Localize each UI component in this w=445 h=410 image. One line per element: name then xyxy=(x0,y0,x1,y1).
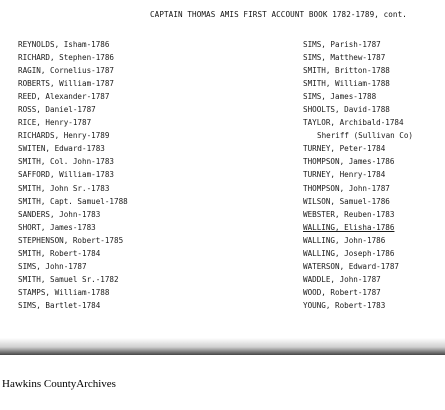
name-entry: REED, Alexander-1787 xyxy=(18,92,110,102)
name-entry: THOMPSON, James-1786 xyxy=(303,157,395,167)
name-entry: ROBERTS, William-1787 xyxy=(18,79,115,89)
right-name-column xyxy=(303,38,443,312)
name-entry: SMITH, John Sr.-1783 xyxy=(18,183,110,193)
name-entry: TURNEY, Henry-1784 xyxy=(303,170,386,180)
name-entry: RICE, Henry-1787 xyxy=(18,118,92,128)
name-entry: TURNEY, Peter-1784 xyxy=(303,144,386,154)
name-entry: THOMPSON, John-1787 xyxy=(303,183,390,193)
name-entry: SMITH, Robert-1784 xyxy=(18,248,101,258)
page-bottom-shadow xyxy=(0,338,445,355)
page-header: CAPTAIN THOMAS AMIS FIRST ACCOUNT BOOK 1782-1789, cont. xyxy=(150,10,407,19)
name-entry: STAMPS, William-1788 xyxy=(18,287,110,297)
name-entry: WATERSON, Edward-1787 xyxy=(303,261,400,271)
name-entry: SWITEN, Edward-1783 xyxy=(18,144,105,154)
name-entry: YOUNG, Robert-1783 xyxy=(303,300,386,310)
name-entry: SMITH, Capt. Samuel-1788 xyxy=(18,196,128,206)
name-entry: WILSON, Samuel-1786 xyxy=(303,196,390,206)
name-entry: SIMS, James-1788 xyxy=(303,92,377,102)
name-entry: WADDLE, John-1787 xyxy=(303,274,381,284)
name-entry: ROSS, Daniel-1787 xyxy=(18,105,96,115)
name-entry: SHOOLTS, David-1788 xyxy=(303,105,390,115)
name-entry: SMITH, William-1788 xyxy=(303,79,390,89)
name-entry: RICHARD, Stephen-1786 xyxy=(18,53,115,63)
name-entry: SIMS, John-1787 xyxy=(18,261,87,271)
name-entry: WALLING, John-1786 xyxy=(303,235,386,245)
name-entry: SMITH, Samuel Sr.-1782 xyxy=(18,274,119,284)
name-entry: SIMS, Bartlet-1784 xyxy=(18,300,101,310)
name-entry: SMITH, Col. John-1783 xyxy=(18,157,115,167)
name-entry: SIMS, Parish-1787 xyxy=(303,40,381,49)
name-entry: WALLING, Joseph-1786 xyxy=(303,248,395,258)
name-entry: RICHARDS, Henry-1789 xyxy=(18,131,110,141)
name-entry-note: Sheriff (Sullivan Co) xyxy=(317,131,414,141)
name-entry: REYNOLDS, Isham-1786 xyxy=(18,40,110,49)
name-entry: SANDERS, John-1783 xyxy=(18,209,101,219)
name-entry: TAYLOR, Archibald-1784 xyxy=(303,118,404,128)
name-entry: SIMS, Matthew-1787 xyxy=(303,53,386,63)
name-entry: SAFFORD, William-1783 xyxy=(18,170,115,180)
name-entry-underlined: WALLING, Elisha-1786 xyxy=(303,222,395,232)
name-entry: WEBSTER, Reuben-1783 xyxy=(303,209,395,219)
name-entry: SHORT, James-1783 xyxy=(18,222,96,232)
name-entry: RAGIN, Cornelius-1787 xyxy=(18,66,115,76)
name-entry: SMITH, Britton-1788 xyxy=(303,66,390,76)
name-entry: WOOD, Robert-1787 xyxy=(303,287,381,297)
name-entry: STEPHENSON, Robert-1785 xyxy=(18,235,124,245)
left-name-column xyxy=(18,38,218,312)
archive-caption: Hawkins CountyArchives xyxy=(2,378,116,390)
